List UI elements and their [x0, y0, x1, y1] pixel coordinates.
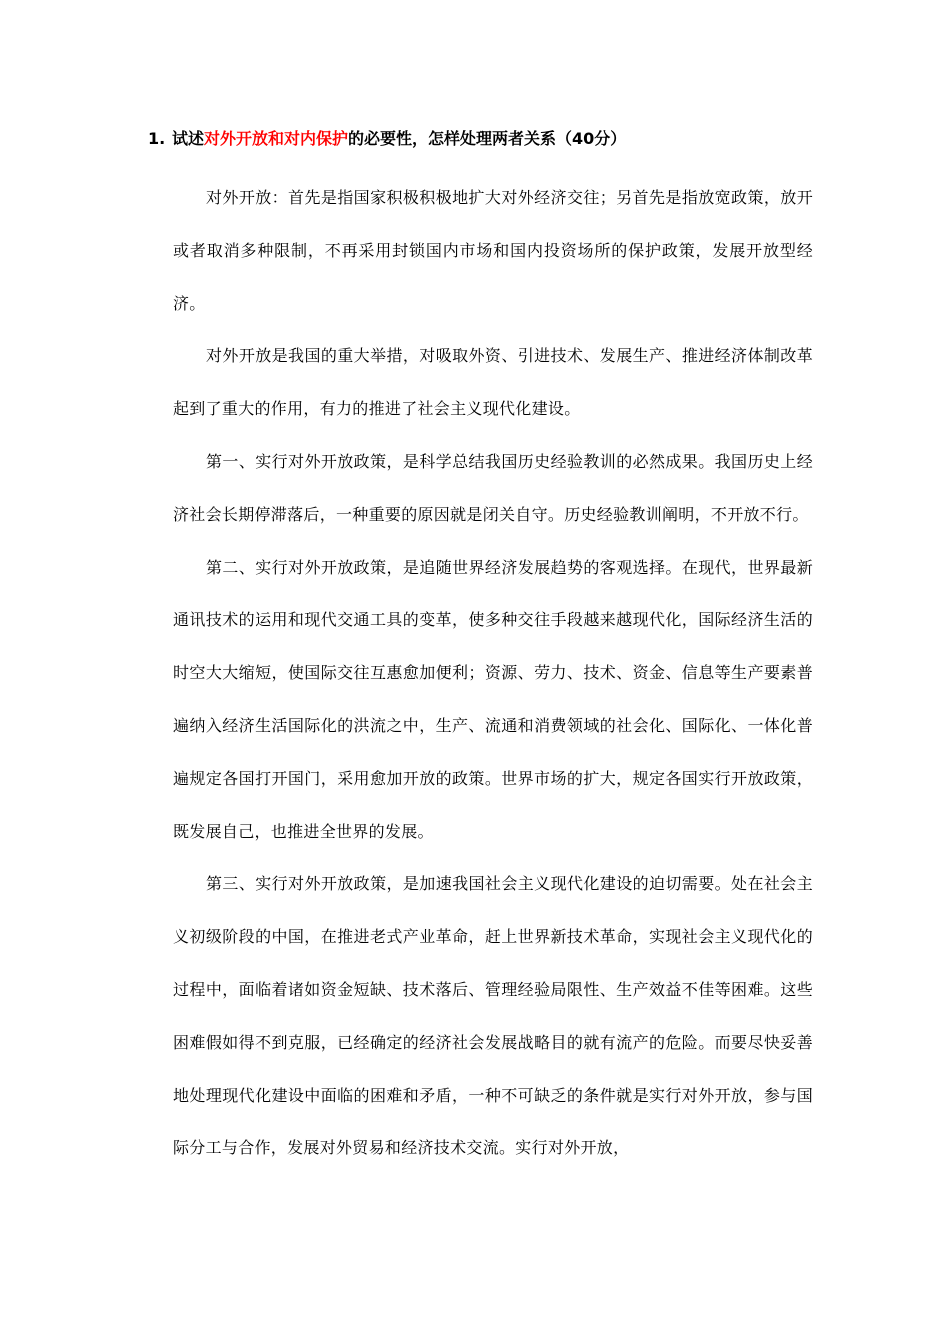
paragraph: 对外开放：首先是指国家积极积极地扩大对外经济交往；另首先是指放宽政策，放开或者取消多种限制，不再采用封锁国内市场和国内投资场所的保护政策，发展开放型经济。	[173, 188, 813, 313]
paragraph: 第三、实行对外开放政策，是加速我国社会主义现代化建设的迫切需要。处在社会主义初级阶段的中国，在推进老式产业革命，赶上世界新技术革命，实现社会主义现代化的过程中，面临着诸如资金短缺、技术落后、管理经验局限性、生产效益不佳等困难。这些困难假如得不到克服，已经确定的经济社会发展战略目的就有流产的危险。而要尽快妥善地处理现代化建设中面临的困难和矛盾，一种不可缺乏的条件就是实行对外开放，参与国际分工与合作，发展对外贸易和经济技术交流。实行对外开放，	[173, 874, 813, 1158]
paragraph: 第二、实行对外开放政策，是追随世界经济发展趋势的客观选择。在现代，世界最新通讯技术的运用和现代交通工具的变革，使多种交往手段越来越现代化，国际经济生活的时空大大缩短，使国际交往互惠愈加便利；资源、劳力、技术、资金、信息等生产要素普遍纳入经济生活国际化的洪流之中，生产、流通和消费领域的社会化、国际化、一体化普遍规定各国打开国门，采用愈加开放的政策。世界市场的扩大，规定各国实行开放政策，既发展自己，也推进全世界的发展。	[173, 557, 813, 841]
paragraph: 第一、实行对外开放政策，是科学总结我国历史经验教训的必然成果。我国历史上经济社会长期停滞落后，一种重要的原因就是闭关自守。历史经验教训阐明，不开放不行。	[173, 451, 813, 524]
question-heading	[148, 128, 828, 150]
paragraph: 对外开放是我国的重大举措，对吸取外资、引进技术、发展生产、推进经济体制改革起到了重大的作用，有力的推进了社会主义现代化建设。	[173, 346, 813, 419]
question-number: 1.	[148, 129, 166, 148]
question-prefix: 试述	[172, 129, 205, 148]
question-highlight: 对外开放和对内保护	[204, 129, 349, 148]
answer-body	[173, 172, 813, 1175]
question-suffix: 的必要性，怎样处理两者关系（40分）	[348, 129, 627, 148]
